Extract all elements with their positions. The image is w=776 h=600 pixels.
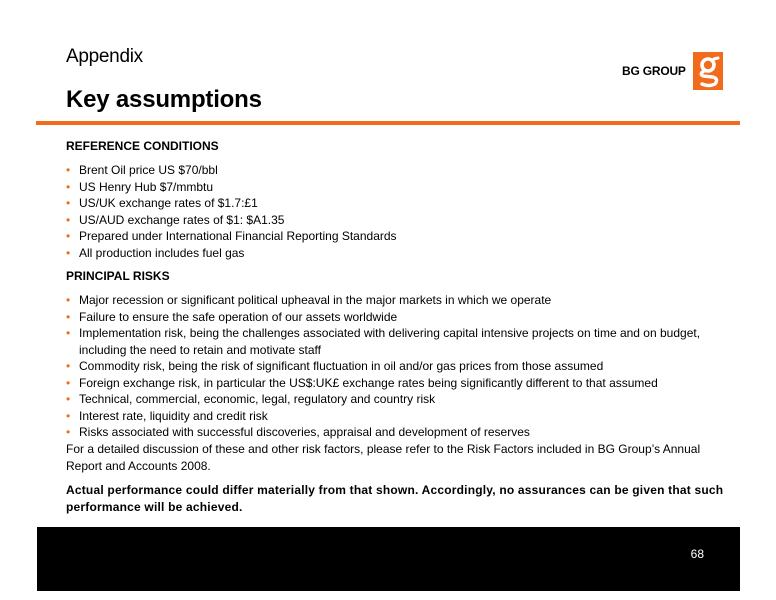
list-item: • Interest rate, liquidity and credit risk: [66, 408, 726, 425]
page-title: Key assumptions: [66, 86, 262, 113]
brand-name: BG GROUP: [622, 64, 686, 78]
footer-bar: [37, 527, 740, 591]
list-item: • All production includes fuel gas: [66, 245, 726, 262]
list-item: • Prepared under International Financial Reporting Standards: [66, 228, 726, 245]
list-item: • Risks associated with successful discoveries, appraisal and development of reserves: [66, 424, 726, 441]
bg-logo-icon: [693, 52, 723, 90]
risk-discussion-note: For a detailed discussion of these and other risk factors, please refer to the Risk Factors included in BG Group’s Annual Report and Accounts 2008.: [66, 441, 701, 473]
main-content: [66, 139, 726, 516]
principal-risks-heading: PRINCIPAL RISKS: [66, 269, 170, 283]
list-item: • Implementation risk, being the challenges associated with delivering capital intensive projects on time and on budget, including the need to retain and motivate staff: [66, 325, 726, 358]
page-number: 68: [690, 547, 704, 561]
list-item: • Major recession or significant political upheaval in the major markets in which we operate: [66, 292, 726, 309]
reference-conditions-list: [66, 162, 726, 261]
list-item: • Failure to ensure the safe operation of our assets worldwide: [66, 309, 726, 326]
principal-risks-list: [66, 292, 726, 441]
list-item: • US/UK exchange rates of $1.7:£1: [66, 195, 726, 212]
reference-conditions-heading: REFERENCE CONDITIONS: [66, 139, 219, 153]
performance-disclaimer: Actual performance could differ materially from that shown. Accordingly, no assurances can be given that such performance will be achieved.: [66, 482, 724, 514]
list-item: • Foreign exchange risk, in particular the US$:UK£ exchange rates being significantly different to that assumed: [66, 375, 726, 392]
list-item: • Commodity risk, being the risk of significant fluctuation in oil and/or gas prices from those assumed: [66, 358, 726, 375]
section-label: Appendix: [66, 46, 143, 67]
list-item: • US/AUD exchange rates of $1: $A1.35: [66, 212, 726, 229]
list-item: • Technical, commercial, economic, legal, regulatory and country risk: [66, 391, 726, 408]
list-item: • US Henry Hub $7/mmbtu: [66, 179, 726, 196]
header-divider: [36, 121, 740, 125]
list-item: • Brent Oil price US $70/bbl: [66, 162, 726, 179]
